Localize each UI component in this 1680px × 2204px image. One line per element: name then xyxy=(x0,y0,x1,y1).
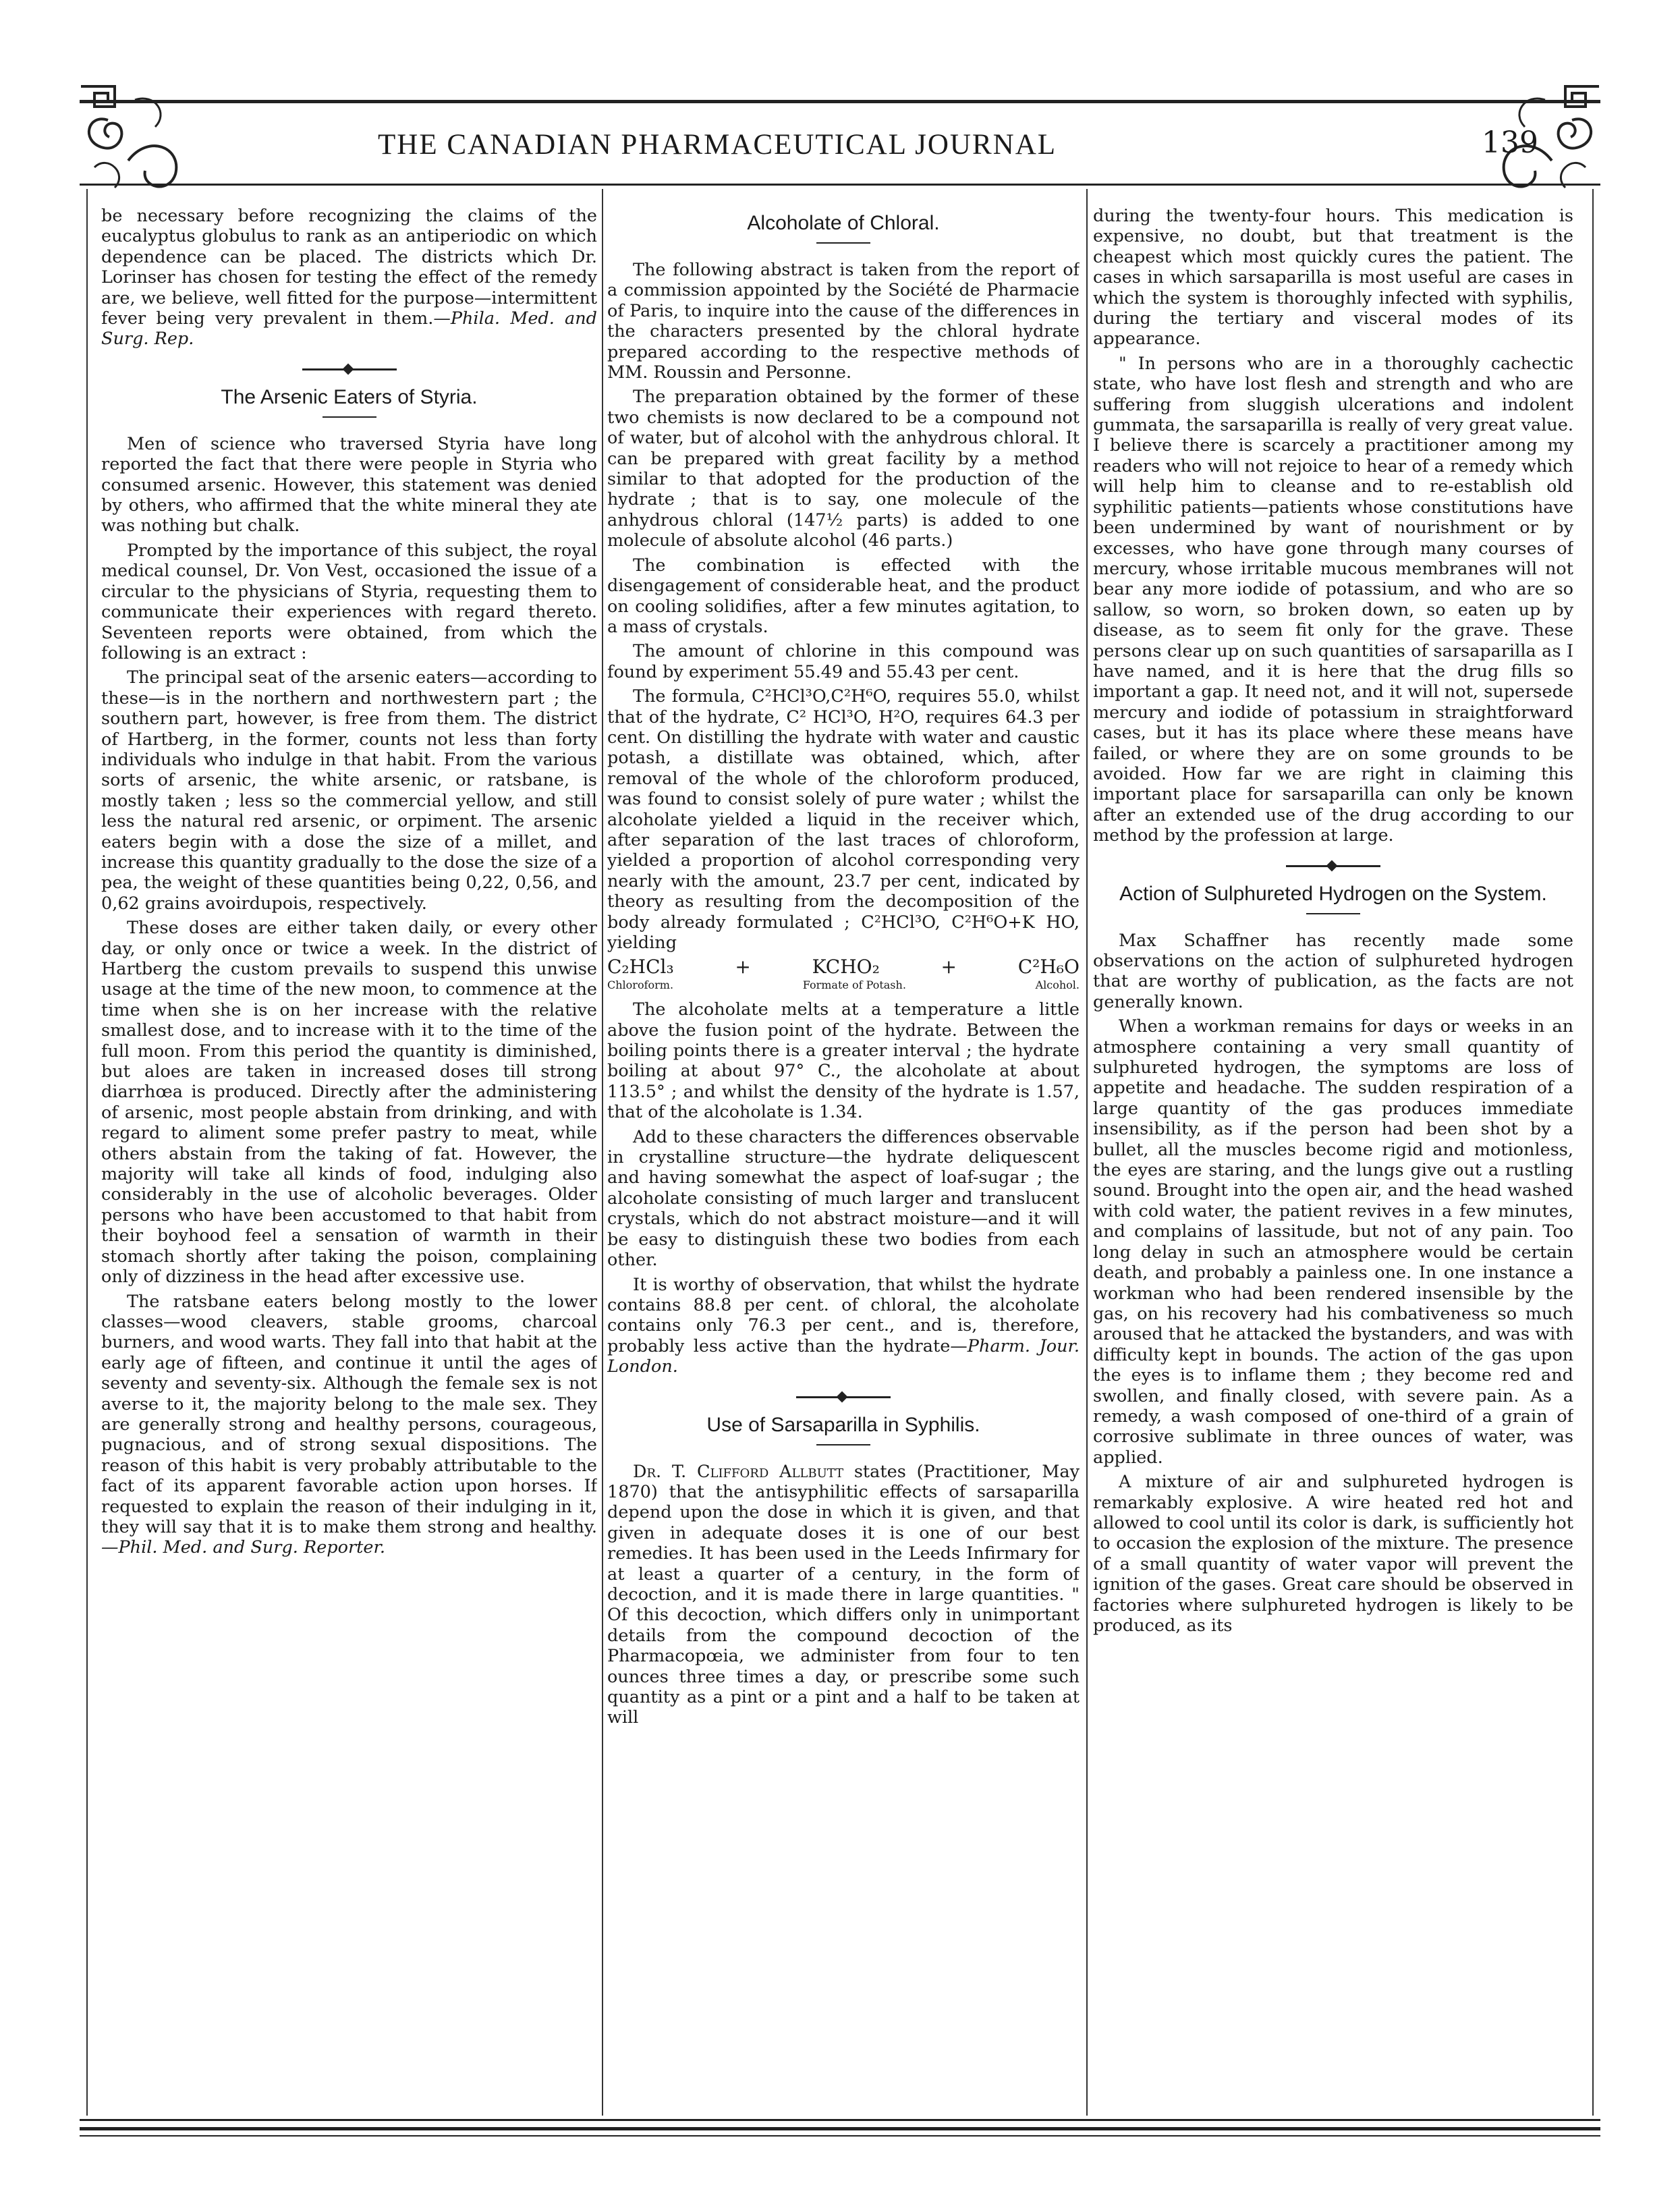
paragraph: Prompted by the importance of this subject, the royal medical counsel, Dr. Von Vest, occasioned the issue of a circular to the physicians of Styria, requesting them to communicate their experiences with regard thereto. Seventeen reports were obtained, from which the following is an extract : xyxy=(101,540,597,663)
paragraph: Max Schaffner has recently made some observations on the action of sulphureted hydrogen that are worthy of publication, as the facts are not generally known. xyxy=(1093,930,1573,1012)
paragraph: It is worthy of observation, that whilst the hydrate contains 88.8 per cent. of chloral, the alcoholate contains only 76.3 per cent., and is, therefore, probably less active than the hydrate—Pharm. Jour. London. xyxy=(607,1274,1080,1377)
paragraph: be necessary before recognizing the claims of the eucalyptus globulus to rank as an antiperiodic on which dependence can be placed. The districts which Dr. Lorinser has chosen for testing the effect of the remedy are, we believe, well fitted for the purpose—intermittent fever being very prevalent in them.—Phila. Med. and Surg. Rep. xyxy=(101,206,597,350)
article-title-hydrogen: Action of Sulphureted Hydrogen on the System. xyxy=(1119,882,1547,905)
footer-rule-3 xyxy=(80,2135,1600,2137)
formula-formate: KCHO₂ xyxy=(812,956,880,979)
paragraph: The combination is effected with the disengagement of considerable heat, and the product on cooling solidifies, after a few minutes agitation, to a mass of crystals. xyxy=(607,555,1080,637)
formula-alcohol: C²H₆O xyxy=(1017,956,1080,979)
label-chloroform: Chloroform. xyxy=(607,978,674,991)
title-rule xyxy=(816,242,870,244)
paragraph: Dr. T. Clifford Allbutt states (Practitioner, May 1870) that the antisyphilitic effects of sarsaparilla depend upon the dose in which it is given, and that given in adequate doses it is one of our best remedies. It has been used in the Leeds Infirmary for at least a quarter of a century, in the form of decoction, and it is made there in large quantities. " Of this decoction, which differs only in unimportant details from the compound decoction of the Pharmacopœia, we administer from four to ten ounces three times a day, or prescribe some such quantity as a pint or a pint and a half to be taken at will xyxy=(607,1461,1080,1728)
column-1 xyxy=(101,206,597,2109)
section-separator xyxy=(1286,865,1380,867)
paragraph: A mixture of air and sulphureted hydrogen is remarkably explosive. A wire heated red hot and allowed to cool until its color is dark, is sufficiently hot to occasion the explosion of the mixture. The presence of a small quantity of water vapor will prevent the ignition of the gases. Great care should be observed in factories where sulphureted hydrogen is likely to be produced, as its xyxy=(1093,1472,1573,1636)
paragraph: The following abstract is taken from the report of a commission appointed by the Société de Pharmacie of Paris, to inquire into the cause of the differences in the characters presented by the chloral hydrate prepared according to the respective methods of MM. Roussin and Personne. xyxy=(607,260,1080,383)
article-title-chloral: Alcoholate of Chloral. xyxy=(747,212,940,234)
formula-plus: + xyxy=(735,956,751,979)
paragraph: When a workman remains for days or weeks in an atmosphere containing a very small quantity of sulphureted hydrogen, the symptoms are loss of appetite and headache. The sudden respiration of a large quantity of the gas produces immediate insensibility, as if the person had been shot by a bullet, all the muscles become rigid and motionless, the eyes are staring, and the lungs give out a rustling sound. Brought into the open air, and the head washed with cold water, the patient revives in a few minutes, and complains of lassitude, but not of any pain. Too long delay in such an atmosphere would be certain death, and probably a painless one. In one instance a workman who had been rendered insensible by the gas, on his recovery had his combativeness so much aroused that he attacked the bystanders, and was with difficulty kept in bounds. The action of the gas upon the eyes is to inflame them ; they become red and swollen, and finally closed, with severe pain. As a remedy, a wash composed of one-third of a grain of corrosive sublimate in three ounces of water, was applied. xyxy=(1093,1016,1573,1468)
column-rule-2 xyxy=(1086,189,1088,2116)
source-citation: Pharm. Jour. London. xyxy=(607,1335,1080,1377)
title-rule xyxy=(816,1444,870,1445)
title-rule xyxy=(1306,913,1360,914)
title-rule xyxy=(323,416,376,418)
footer-rule-1 xyxy=(80,2119,1600,2121)
paragraph: The formula, C²HCl³O,C²H⁶O, requires 55.0, whilst that of the hydrate, C² HCl³O, H²O, requires 64.3 per cent. On distilling the hydrate with water and caustic potash, a distillate was obtained, which, after removal of the whole of the chloroform produced, was found to consist solely of pure water ; whilst the alcoholate yielded a liquid in the receiver which, after separation of the last traces of chloroform, yielded a proportion of alcohol corresponding very nearly with the amount, 23.7 per cent, indicated by theory as resulting from the decomposition of the body already formulated ; C²HCl³O, C²H⁶O+K HO, yielding xyxy=(607,686,1080,953)
paragraph: during the twenty-four hours. This medication is expensive, no doubt, but that treatment is the cheapest which most quickly cures the patient. The cases in which sarsaparilla is most useful are cases in which the system is thoroughly infected with syphilis, during the tertiary and visceral modes of its appearance. xyxy=(1093,206,1573,350)
right-margin-rule xyxy=(1592,189,1594,2116)
column-rule-1 xyxy=(602,189,603,2116)
section-separator xyxy=(302,368,397,370)
paragraph: The ratsbane eaters belong mostly to the lower classes—wood cleavers, stable grooms, charcoal burners, and wood warts. They fall into that habit at the early age of fifteen, and continue it until the ages of seventy and seventy-six. Although the female sex is not averse to it, the majority belong to the male sex. They are generally strong and healthy persons, courageous, pugnacious, and of strong sexual dispositions. The reason of this habit is very probably attributable to the fact of its apparent favorable action upon horses. If requested to explain the reason of their indulging in it, they will say that it is to make them strong and healthy. —Phil. Med. and Surg. Reporter. xyxy=(101,1291,597,1558)
paragraph: The principal seat of the arsenic eaters—according to these—is in the northern and northwestern part ; the southern part, however, is free from them. The district of Hartberg, in the former, counts not less than forty individuals who indulge in that habit. From the various sorts of arsenic, the white arsenic, or ratsbane, is mostly taken ; less so the commercial yellow, and still less the natural red arsenic, or orpiment. The arsenic eaters begin with a dose the size of a millet, and increase this quantity gradually to the dose the size of a pea, the weight of these quantities being 0,22, 0,56, and 0,62 grains avoirdupois, respectively. xyxy=(101,667,597,914)
paragraph: The preparation obtained by the former of these two chemists is now declared to be a compound not of water, but of alcohol with the anhydrous chloral. It can be prepared with great facility by a method similar to that adopted for the production of the hydrate ; that is to say, one molecule of the anhydrous chloral (147½ parts) is added to one molecule of absolute alcohol (46 parts.) xyxy=(607,387,1080,551)
paragraph: " In persons who are in a thoroughly cachectic state, who have lost flesh and strength and who are suffering from sluggish ulcerations and indolent gummata, the sarsaparilla is really of very great value. I believe there is scarcely a practitioner among my readers who will not rejoice to hear of a remedy which will help him to cleanse and to re-establish old syphilitic patients—patients whose constitutions have been undermined by want of nourishment or by excesses, who have gone through many courses of mercury, whose irritable mucous membranes will not bear any more iodide of potassium, and who are so sallow, so worn, so broken down, so eaten up by disease, as to seem fit only for the grave. These persons clear up on such quantities of sarsaparilla as I have named, and it is here that the drug fills so important a gap. It need not, and it will not, supersede mercury and iodide of potassium in straightforward cases, but it has its place where these means have failed, or where they are on some grounds to be avoided. How far we are right in claiming this important place for sarsaparilla can only be known after an extended use of the drug according to our method by the profession at large. xyxy=(1093,353,1573,846)
left-margin-rule xyxy=(86,189,88,2116)
article-title-arsenic: The Arsenic Eaters of Styria. xyxy=(221,385,478,408)
formula-chloroform: C₂HCl₃ xyxy=(607,956,674,979)
corner-ornament-left-icon xyxy=(67,80,196,201)
source-citation: —Phil. Med. and Surg. Reporter. xyxy=(101,1537,385,1558)
paragraph: The alcoholate melts at a temperature a little above the fusion point of the hydrate. Between the boiling points there is a greater interval ; the hydrate boiling at about 97° C., the alcoholate at about 113.5° ; and whilst the density of the hydrate is 1.57, that of the alcoholate is 1.34. xyxy=(607,999,1080,1123)
label-alcohol: Alcohol. xyxy=(1035,978,1080,991)
formula-plus: + xyxy=(941,956,957,979)
column-3 xyxy=(1093,206,1573,2109)
article-title-sarsaparilla: Use of Sarsaparilla in Syphilis. xyxy=(706,1413,980,1436)
section-separator xyxy=(796,1396,891,1398)
paragraph: Men of science who traversed Styria have long reported the fact that there were people in Styria who consumed arsenic. However, this statement was denied by others, who affirmed that the white mineral they ate was nothing but chalk. xyxy=(101,433,597,536)
source-citation: Phila. Med. and Surg. Rep. xyxy=(101,308,597,350)
page-number: 139 xyxy=(1482,126,1538,160)
paragraph: These doses are either taken daily, or every other day, or only once or twice a week. In the district of Hartberg the custom prevails to suspend this unwise usage at the time of the new moon, to commence at the time when she is on her increase with the relative smallest dose, and to increase with it to the time of the full moon. From this period the quantity is diminished, but aloes are taken in increased doses till strong diarrhœa is produced. Directly after the administering of arsenic, most people abstain from drinking, and with regard to aliment some prefer pastry to meat, while others abstain from the taking of fat. However, the majority will take all kinds of food, indulging also considerably in the use of alcoholic beverages. Older persons who have been accustomed to that habit from their boyhood feel a sensation of warmth in their stomach shortly after taking the poison, complaining only of dizziness in the head after excessive use. xyxy=(101,918,597,1288)
paragraph: Add to these characters the differences observable in crystalline structure—the hydrate deliquescent and having somewhat the aspect of loaf-sugar ; the alcoholate consisting of much larger and translucent crystals, which do not abstract moisture—and it will be easy to distinguish these two bodies from each other. xyxy=(607,1126,1080,1271)
label-formate: Formate of Potash. xyxy=(802,978,906,991)
footer-rule-2 xyxy=(80,2127,1600,2130)
equation-labels xyxy=(607,975,1080,995)
header-rule-bottom xyxy=(80,184,1600,186)
journal-title: THE CANADIAN PHARMACEUTICAL JOURNAL xyxy=(378,129,1057,161)
author-name: Dr. T. Clifford Allbutt xyxy=(633,1461,844,1482)
paragraph: The amount of chlorine in this compound was found by experiment 55.49 and 55.43 per cent. xyxy=(607,641,1080,682)
column-2 xyxy=(607,206,1080,2109)
header-rule-top xyxy=(80,100,1600,103)
